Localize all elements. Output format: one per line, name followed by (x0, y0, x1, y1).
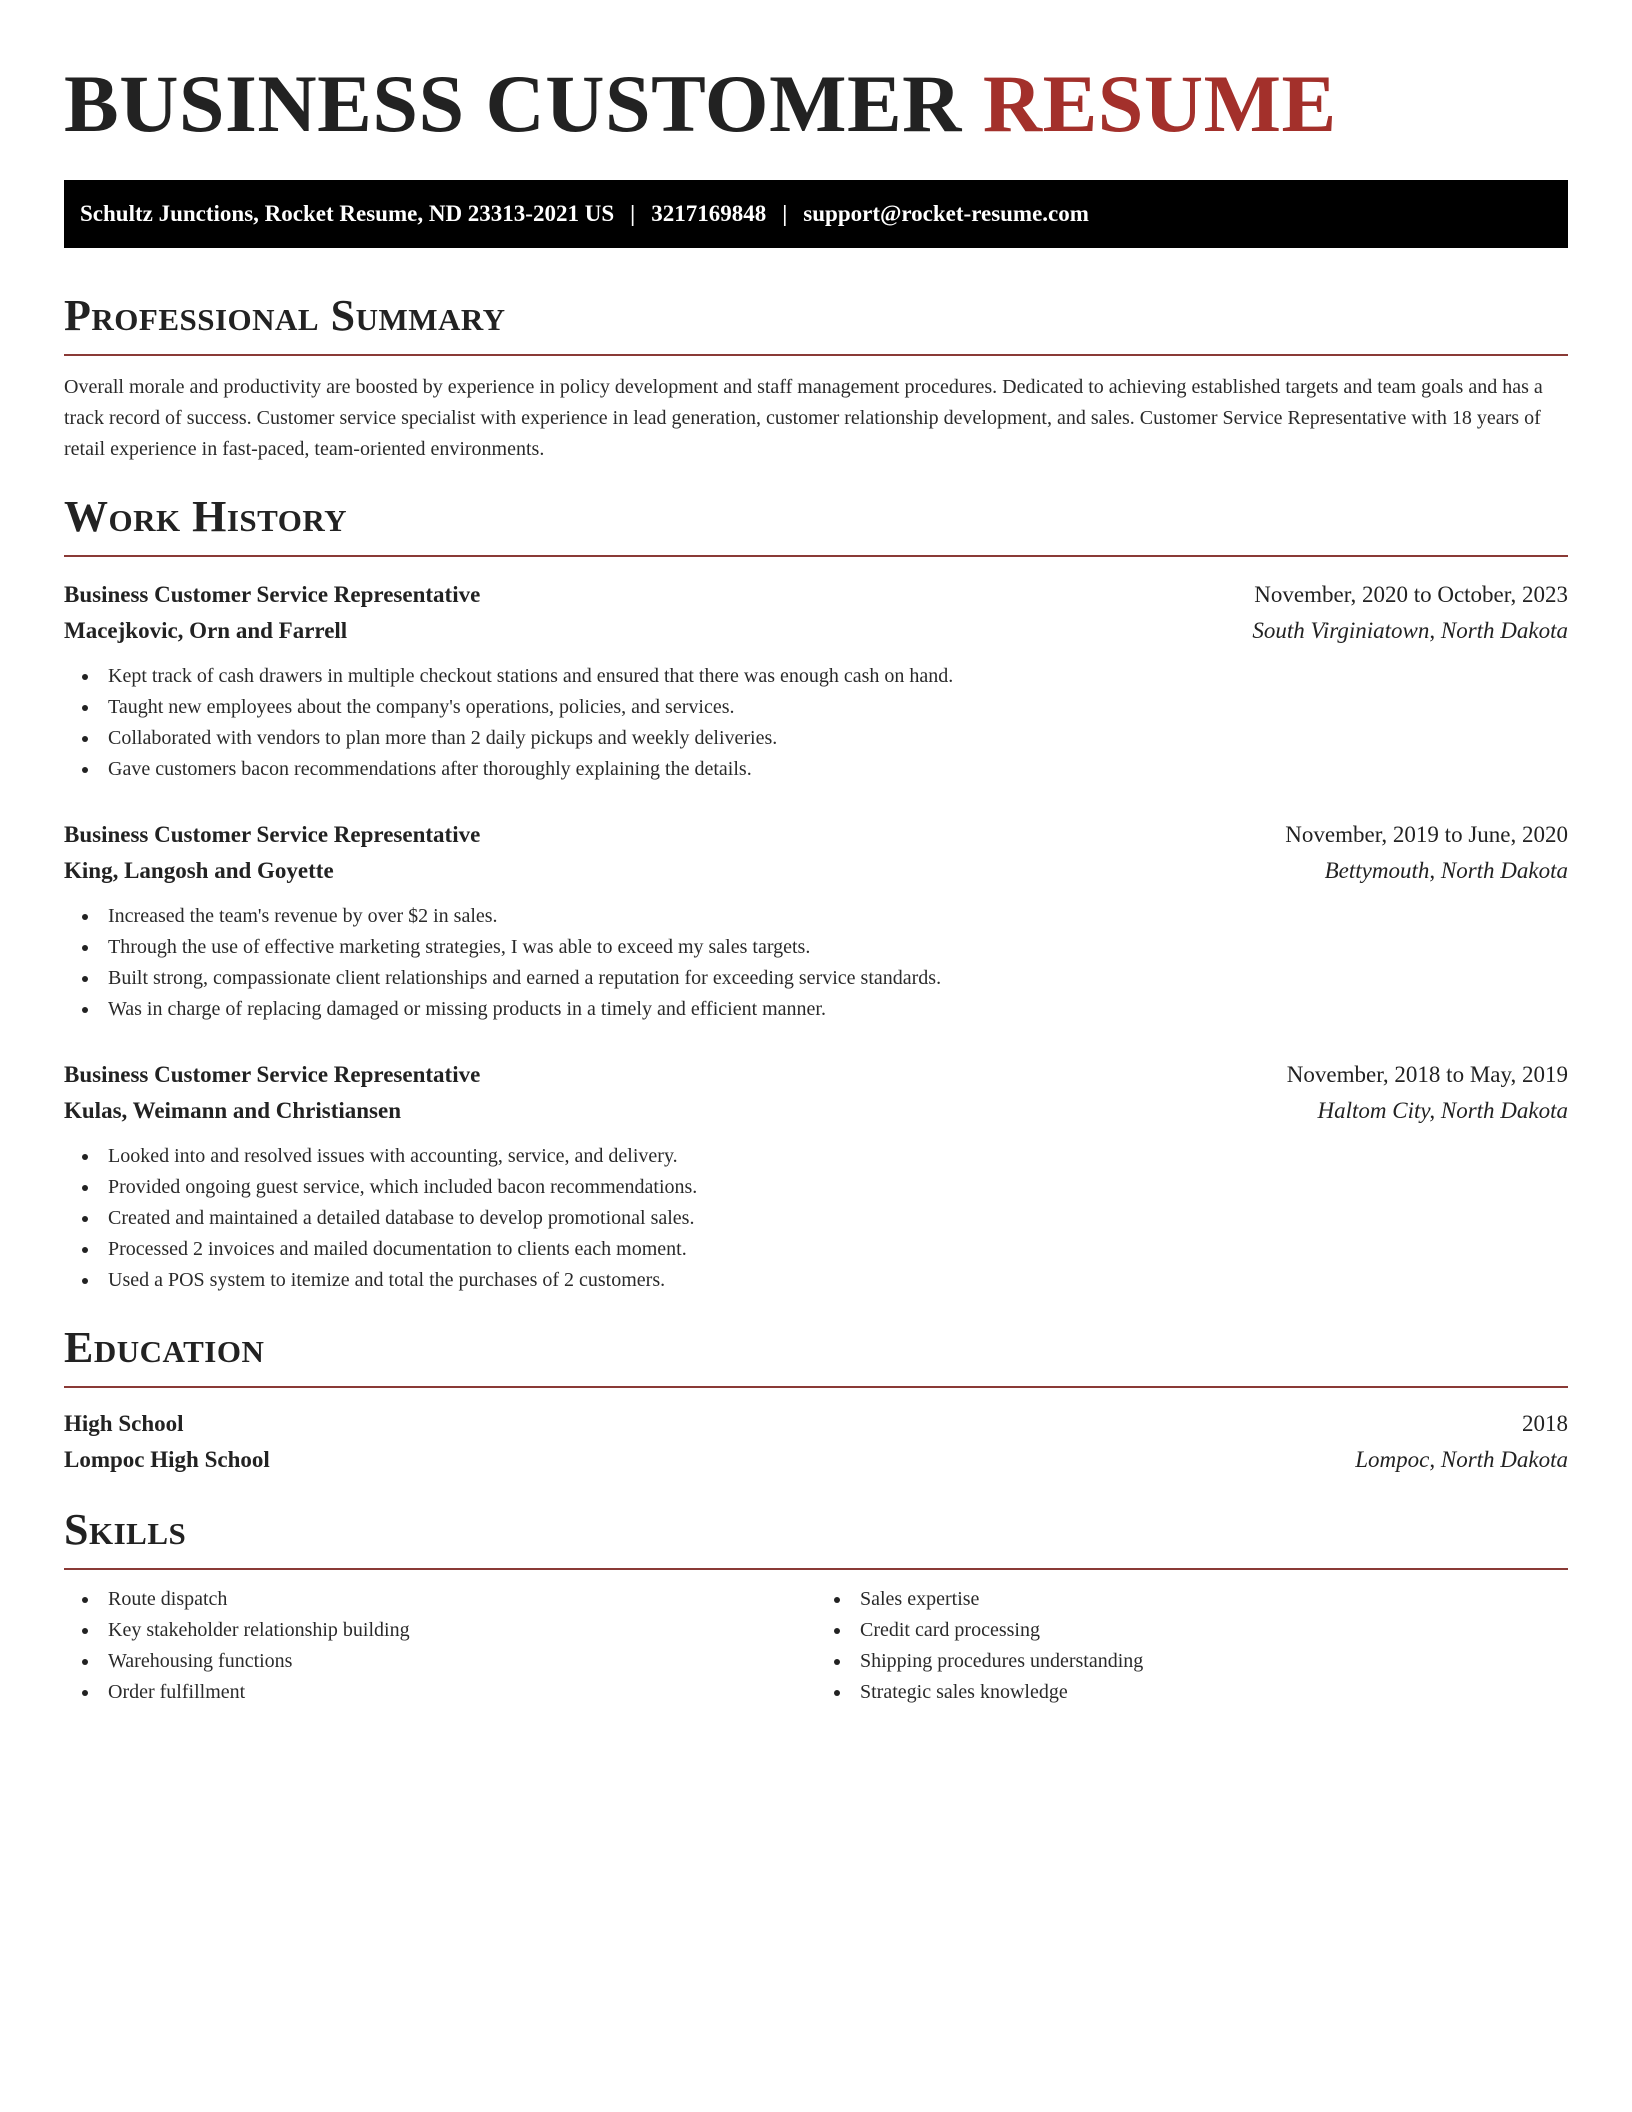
job-dates: November, 2018 to May, 2019 (1286, 1062, 1568, 1087)
job-bullet: Created and maintained a detailed database to develop promotional sales. (108, 1203, 1568, 1234)
contact-separator: | (782, 201, 788, 226)
job-bullet: Provided ongoing guest service, which included bacon recommendations. (108, 1172, 1568, 1203)
skill-item: Order fulfillment (108, 1677, 816, 1708)
education-year: 2018 (1522, 1411, 1568, 1436)
summary-section (64, 292, 1568, 465)
title-accent: RESUME (982, 58, 1337, 149)
job-entry (64, 1059, 1568, 1296)
job-bullet: Kept track of cash drawers in multiple checkout stations and ensured that there was enough cash on hand. (108, 661, 1568, 692)
job-bullet: Used a POS system to itemize and total the purchases of 2 customers. (108, 1265, 1568, 1296)
job-bullets (64, 901, 1568, 1025)
job-title: Business Customer Service Representative (64, 1062, 481, 1087)
job-dates: November, 2019 to June, 2020 (1285, 822, 1568, 847)
job-bullets (64, 661, 1568, 785)
job-company: Kulas, Weimann and Christiansen (64, 1098, 402, 1123)
skills-column-left (64, 1584, 816, 1708)
job-bullet: Taught new employees about the company's operations, policies, and services. (108, 692, 1568, 723)
section-divider (64, 555, 1568, 557)
job-bullet: Collaborated with vendors to plan more than 2 daily pickups and weekly deliveries. (108, 723, 1568, 754)
education-degree: High School (64, 1411, 184, 1436)
job-bullet: Looked into and resolved issues with accounting, service, and delivery. (108, 1141, 1568, 1172)
skill-item: Route dispatch (108, 1584, 816, 1615)
job-location: Bettymouth, North Dakota (1324, 858, 1568, 883)
education-school: Lompoc High School (64, 1447, 270, 1472)
contact-address: Schultz Junctions, Rocket Resume, ND 23313-2021 US (80, 201, 615, 226)
section-heading: Skills (64, 1505, 187, 1554)
contact-email: support@rocket-resume.com (803, 201, 1089, 226)
work-history-section (64, 493, 1568, 1296)
job-bullet: Built strong, compassionate client relationships and earned a reputation for exceeding service standards. (108, 963, 1568, 994)
job-entry (64, 579, 1568, 785)
education-location: Lompoc, North Dakota (1355, 1447, 1568, 1472)
job-bullets (64, 1141, 1568, 1296)
job-bullet: Processed 2 invoices and mailed documentation to clients each moment. (108, 1234, 1568, 1265)
resume-title (64, 58, 1568, 150)
summary-text: Overall morale and productivity are boosted by experience in policy development and staff management procedures. Dedicated to achieving established targets and team goals and has a track record of success. Customer service specialist with experience in lead generation, customer relationship development, and sales. Customer Service Representative with 18 years of retail experience in fast-paced, team-oriented environments. (64, 376, 1543, 460)
job-dates: November, 2020 to October, 2023 (1254, 582, 1568, 607)
skills-column-right (816, 1584, 1568, 1708)
job-location: South Virginiatown, North Dakota (1252, 618, 1568, 643)
skill-item: Sales expertise (860, 1584, 1568, 1615)
skill-item: Shipping procedures understanding (860, 1646, 1568, 1677)
skill-item: Warehousing functions (108, 1646, 816, 1677)
section-divider (64, 1568, 1568, 1570)
skills-grid (64, 1584, 1568, 1708)
job-bullet: Increased the team's revenue by over $2 in sales. (108, 901, 1568, 932)
title-main: BUSINESS CUSTOMER (64, 58, 962, 149)
job-location: Haltom City, North Dakota (1317, 1098, 1568, 1123)
contact-separator: | (630, 201, 636, 226)
job-bullet: Through the use of effective marketing strategies, I was able to exceed my sales targets. (108, 932, 1568, 963)
education-section (64, 1324, 1568, 1476)
job-title: Business Customer Service Representative (64, 582, 481, 607)
skills-section (64, 1506, 1568, 1708)
contact-bar (64, 180, 1568, 248)
section-heading: Work History (64, 492, 348, 541)
skill-item: Credit card processing (860, 1615, 1568, 1646)
section-heading: Professional Summary (64, 291, 506, 340)
section-heading: Education (64, 1323, 265, 1372)
job-company: King, Langosh and Goyette (64, 858, 334, 883)
job-title: Business Customer Service Representative (64, 822, 481, 847)
job-bullet: Was in charge of replacing damaged or missing products in a timely and efficient manner. (108, 994, 1568, 1025)
job-company: Macejkovic, Orn and Farrell (64, 618, 348, 643)
section-divider (64, 1386, 1568, 1388)
skill-item: Key stakeholder relationship building (108, 1615, 816, 1646)
job-bullet: Gave customers bacon recommendations after thoroughly explaining the details. (108, 754, 1568, 785)
contact-phone: 3217169848 (651, 201, 767, 226)
job-entry (64, 819, 1568, 1025)
education-entry (64, 1408, 1568, 1476)
skill-item: Strategic sales knowledge (860, 1677, 1568, 1708)
section-divider (64, 354, 1568, 356)
